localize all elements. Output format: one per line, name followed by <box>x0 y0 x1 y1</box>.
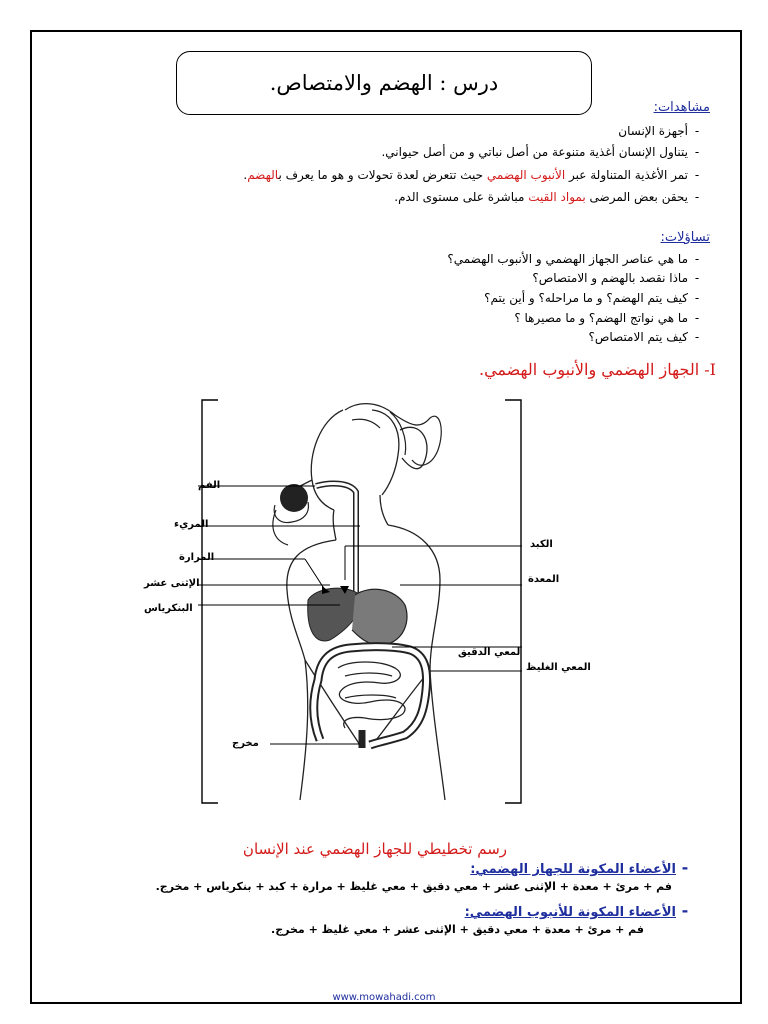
question-item: -كيف يتم الامتصاص؟ <box>588 330 700 344</box>
diagram-caption: رسم تخطيطي للجهاز الهضمي عند الإنسان <box>242 840 508 858</box>
summary-title: -الأعضاء المكونة للجهاز الهضمي: <box>470 858 689 877</box>
label-pancreas: البنكرياس <box>144 603 193 614</box>
label-liver: الكبد <box>530 539 553 550</box>
lesson-title: درس : الهضم والامتصاص. <box>176 51 592 115</box>
question-item: -كيف يتم الهضم؟ و ما مراحله؟ و أين يتم؟ <box>484 291 700 305</box>
question-item: -ما هي عناصر الجهاز الهضمي و الأنبوب الهضمي؟ <box>447 252 700 266</box>
question-item: -ماذا نقصد بالهضم و الامتصاص؟ <box>532 271 700 285</box>
label-large-intestine: المعي الغليظ <box>526 662 591 673</box>
footer-link[interactable]: www.mowahadi.com <box>332 992 436 1003</box>
label-anus: مخرج <box>232 738 259 749</box>
summary-text: فم + مرئ + معدة + معي دقيق + الإثنى عشر + معي غليظ + مخرج. <box>271 923 644 936</box>
question-item: -ما هي نواتج الهضم؟ و ما مصيرها ؟ <box>514 311 700 325</box>
observations-heading: مشاهدات: <box>653 100 710 115</box>
label-gallbladder: المرارة <box>179 552 215 563</box>
label-esophagus: المريء <box>174 519 209 530</box>
observation-item: -أجهزة الإنسان <box>618 124 700 138</box>
summary-title: -الأعضاء المكونة للأنبوب الهضمي: <box>464 901 689 920</box>
observation-item: -يتناول الإنسان أغذية متنوعة من أصل نباتي و من أصل حيواني. <box>381 145 700 159</box>
observation-item: -تمر الأغذية المتناولة عبر الأنبوب الهضمي حيث تتعرض لعدة تحولات و هو ما يعرف بالهضم. <box>243 168 700 182</box>
label-small-intestine: لمعي الدقيق <box>458 647 521 658</box>
observation-item: -يحقن بعض المرضى بمواد القيت مباشرة على مستوى الدم. <box>394 190 700 204</box>
section-heading: I- الجهاز الهضمي والأنبوب الهضمي. <box>478 360 716 379</box>
label-stomach: المعدة <box>528 574 560 585</box>
label-duodenum: الإثنى عشر <box>144 578 200 589</box>
label-mouth: الفم <box>198 480 221 491</box>
questions-heading: تساؤلات: <box>660 230 710 245</box>
summary-text: فم + مرئ + معدة + الإثنى عشر + معي دقيق + معي غليظ + مرارة + كبد + بنكرياس + مخرج. <box>155 880 672 893</box>
